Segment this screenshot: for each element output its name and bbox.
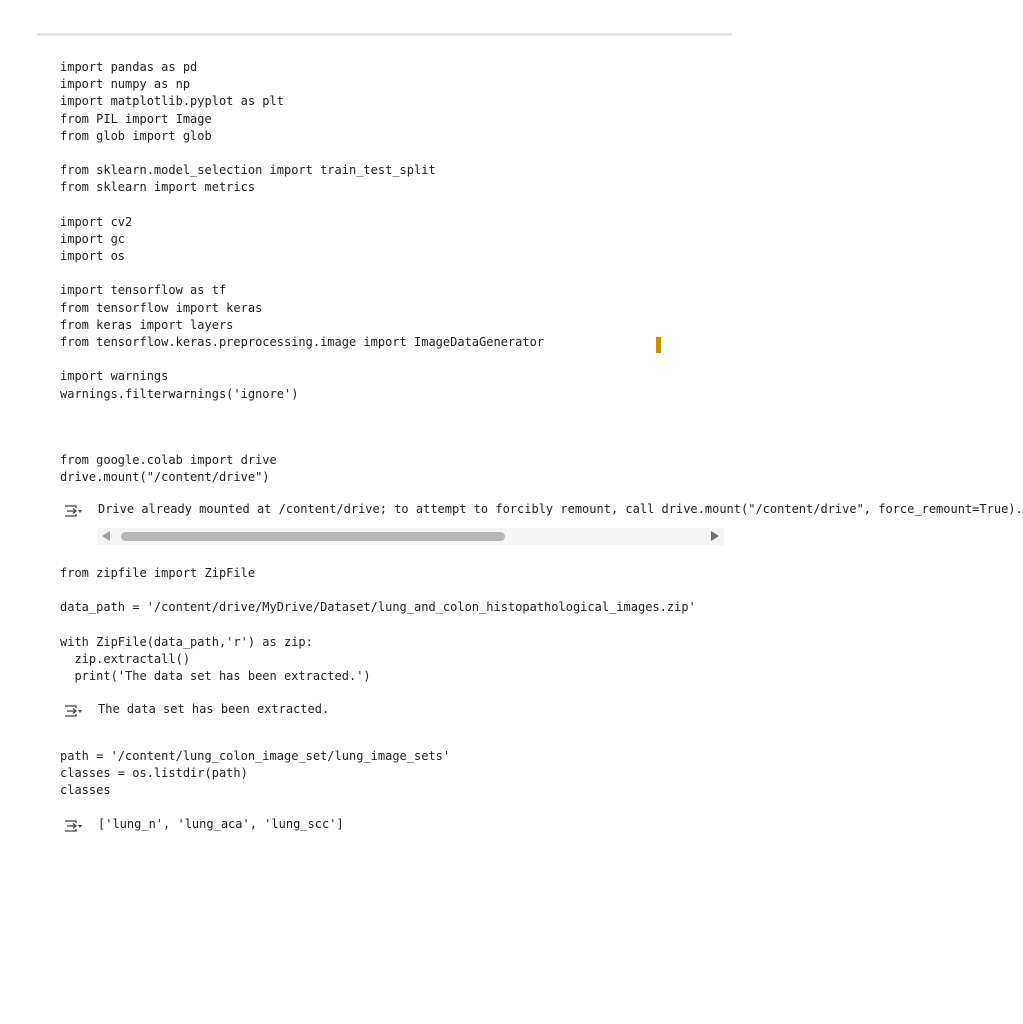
cell-output-unzip xyxy=(60,699,732,723)
code-line: path = '/content/lung_colon_image_set/lung_image_sets' xyxy=(60,749,451,763)
cell-output-classes xyxy=(60,814,732,838)
output-text: ['lung_n', 'lung_aca', 'lung_scc'] xyxy=(98,817,344,831)
code-cell-imports[interactable] xyxy=(60,59,730,403)
code-line: zip.extractall() xyxy=(60,651,191,666)
top-divider xyxy=(37,33,732,36)
output-text: Drive already mounted at /content/drive; to attempt to forcibly remount, call drive.mount("/content/drive", force_remount=True). xyxy=(98,502,1023,516)
code-line xyxy=(60,351,730,368)
code-line: classes = os.listdir(path) xyxy=(60,766,248,781)
code-line: import cv2 xyxy=(60,214,133,229)
code-line: import numpy as np xyxy=(60,77,191,92)
code-line: classes xyxy=(60,783,111,798)
output-collapse-icon[interactable] xyxy=(62,816,86,836)
code-line: from tensorflow.keras.preprocessing.image import ImageDataGenerator xyxy=(60,335,545,349)
code-line: import warnings xyxy=(60,369,169,384)
code-line: print('The data set has been extracted.') xyxy=(60,669,371,684)
code-line: import tensorflow as tf xyxy=(60,283,227,298)
code-line: data_path = '/content/drive/MyDrive/Dataset/lung_and_colon_histopathological_images.zip' xyxy=(60,600,696,615)
code-line xyxy=(60,197,730,214)
code-cell-unzip[interactable] xyxy=(60,565,730,685)
code-line: from glob import glob xyxy=(60,128,212,143)
code-line: import matplotlib.pyplot as plt xyxy=(60,94,284,109)
code-line: with ZipFile(data_path,'r') as zip: xyxy=(60,634,313,649)
code-line xyxy=(60,582,730,599)
code-line: from PIL import Image xyxy=(60,111,212,126)
text-cursor xyxy=(656,337,661,353)
code-line: from google.colab import drive xyxy=(60,453,277,467)
code-line xyxy=(60,617,730,634)
code-line: drive.mount("/content/drive") xyxy=(60,470,270,485)
cell-output-drive-mount xyxy=(60,499,1023,523)
code-line: from sklearn import metrics xyxy=(60,180,256,195)
output-horizontal-scrollbar[interactable] xyxy=(97,528,724,545)
code-line xyxy=(60,145,730,162)
code-line: import gc xyxy=(60,231,126,246)
code-line: import os xyxy=(60,249,126,264)
scroll-right-arrow-icon[interactable] xyxy=(711,531,719,541)
output-text: The data set has been extracted. xyxy=(98,702,330,716)
scroll-left-arrow-icon[interactable] xyxy=(102,531,110,541)
code-line: from keras import layers xyxy=(60,317,234,332)
code-line: from tensorflow import keras xyxy=(60,300,263,315)
output-collapse-icon[interactable] xyxy=(62,701,86,721)
code-line: warnings.filterwarnings('ignore') xyxy=(60,386,299,401)
code-line: from zipfile import ZipFile xyxy=(60,566,256,580)
code-cell-classes[interactable] xyxy=(60,748,730,800)
code-line xyxy=(60,265,730,282)
code-line: from sklearn.model_selection import train_test_split xyxy=(60,163,436,178)
scrollbar-thumb[interactable] xyxy=(121,532,505,541)
code-line: import pandas as pd xyxy=(60,60,198,74)
code-cell-drive-mount[interactable] xyxy=(60,452,730,486)
output-collapse-icon[interactable] xyxy=(62,501,86,521)
